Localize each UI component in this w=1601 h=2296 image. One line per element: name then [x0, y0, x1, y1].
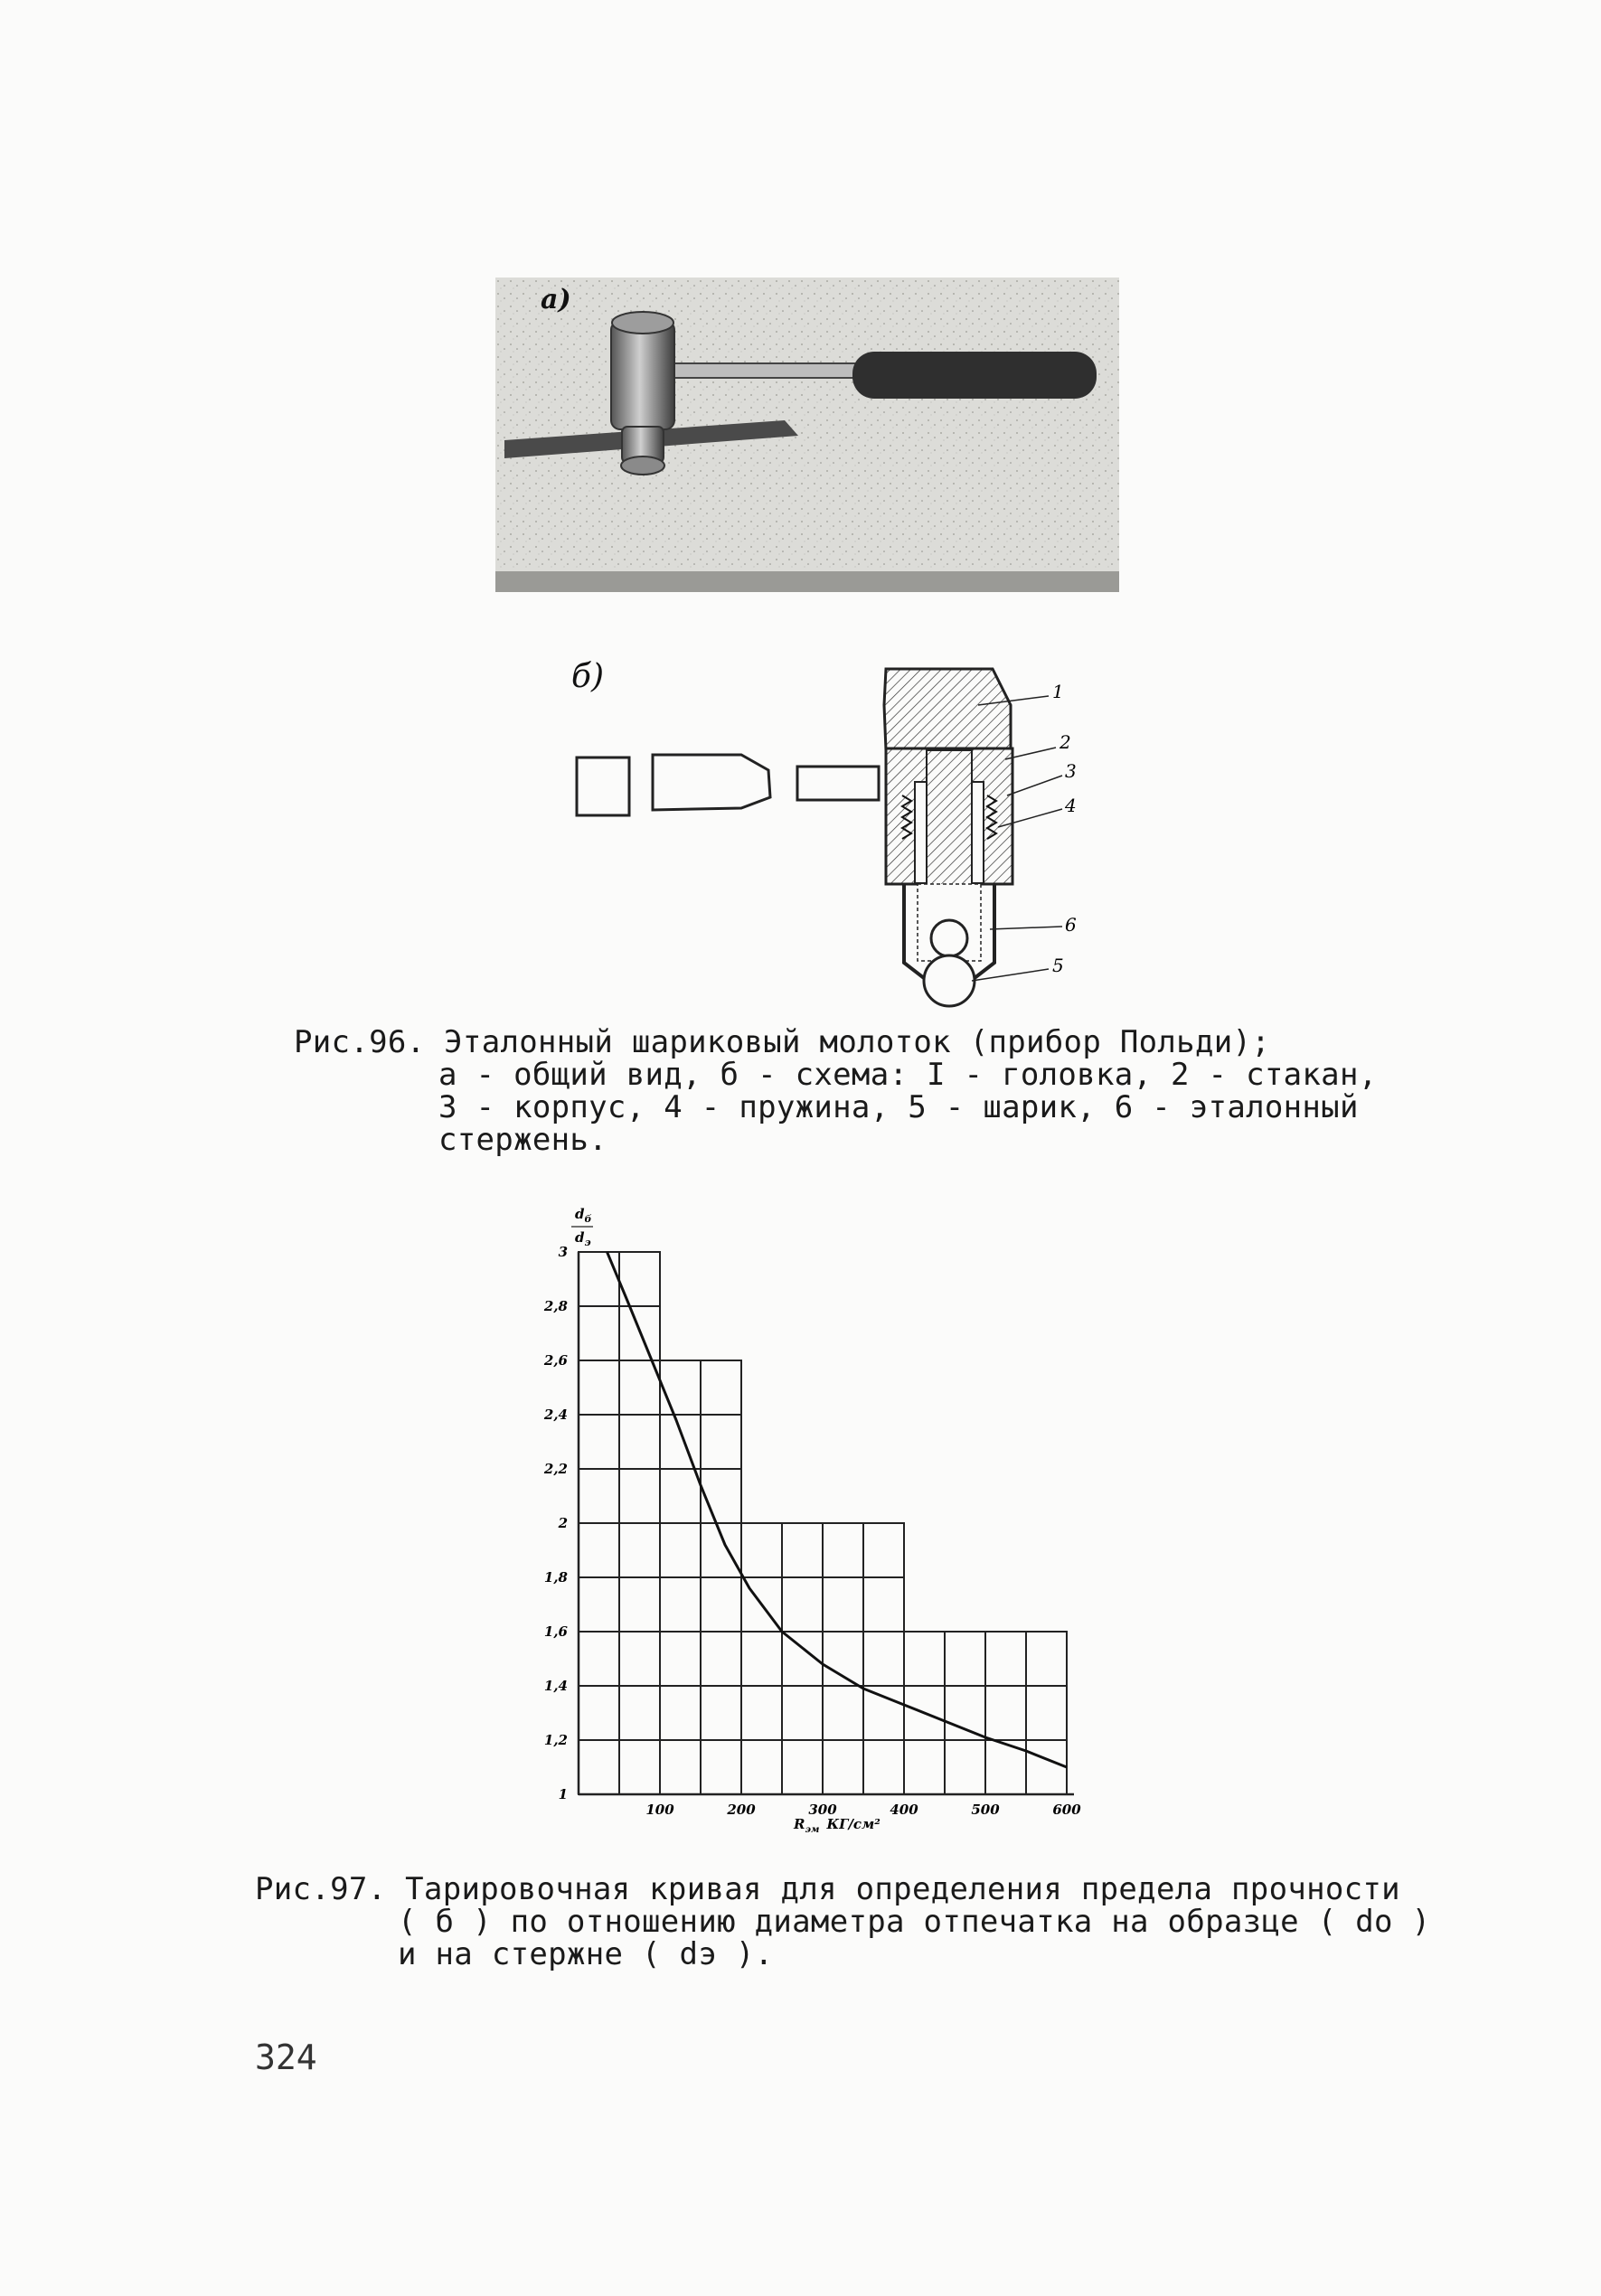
x-tick-label: 300 [808, 1802, 837, 1818]
grid-cell [579, 1740, 619, 1794]
grid-cell [660, 1360, 701, 1415]
grid-cell [579, 1306, 619, 1360]
callout-1: 1 [1052, 681, 1064, 702]
grid-cell [782, 1523, 823, 1577]
y-tick-label: 2 [558, 1515, 568, 1531]
grid-cell [579, 1469, 619, 1523]
grid-cell [863, 1523, 904, 1577]
callout-4: 4 [1065, 795, 1077, 816]
y-axis-label [571, 1206, 593, 1248]
grid-cell [701, 1686, 741, 1740]
y-tick-label: 2,8 [543, 1298, 568, 1314]
grid-cell [1026, 1740, 1067, 1794]
grid-cell [660, 1469, 701, 1523]
grid-cell [823, 1686, 863, 1740]
photo-label: а) [541, 284, 571, 315]
grid-cell [741, 1686, 782, 1740]
figure-96-caption-line-1: Рис.96. Эталонный шариковый молоток (прибор Польди); [294, 1024, 1271, 1060]
hammer-photo [495, 278, 1119, 592]
grid-cell [741, 1523, 782, 1577]
figure-96-caption-line-4: стержень. [438, 1122, 607, 1158]
y-tick-label: 1,6 [543, 1623, 568, 1640]
page-number: 324 [255, 2037, 317, 2077]
grid-cell [579, 1632, 619, 1686]
grid-cell [1026, 1632, 1067, 1686]
y-tick-label: 2,2 [543, 1461, 568, 1477]
grid-cell [701, 1740, 741, 1794]
grid-cell [579, 1252, 619, 1306]
y-tick-label: 2,4 [543, 1407, 568, 1423]
grid-cell [619, 1632, 660, 1686]
x-axis-label: $R_{эм}$ КГ/см² [794, 1816, 881, 1835]
grid-cell [579, 1415, 619, 1469]
grid-cell [863, 1632, 904, 1686]
y-tick-label: 1,4 [543, 1678, 568, 1694]
chart-grid [579, 1252, 1067, 1794]
x-tick-label: 100 [645, 1802, 674, 1818]
grid-cell [619, 1740, 660, 1794]
chart-curve [607, 1252, 1068, 1767]
callout-3: 3 [1065, 760, 1077, 782]
grid-cell [660, 1632, 701, 1686]
grid-cell [660, 1523, 701, 1577]
grid-cell [863, 1740, 904, 1794]
grid-cell [701, 1523, 741, 1577]
grid-cell [701, 1415, 741, 1469]
grid-cell [782, 1577, 823, 1632]
grid-cell [741, 1632, 782, 1686]
figure-97-caption-line-2: ( б ) по отношению диаметра отпечатка на образце ( dо ) [398, 1904, 1431, 1940]
hammer-scheme [560, 651, 1121, 1012]
x-tick-label: 500 [971, 1802, 1000, 1818]
y-tick-label: 2,6 [543, 1352, 568, 1369]
grid-cell [701, 1577, 741, 1632]
callout-2: 2 [1059, 731, 1071, 753]
grid-cell [823, 1577, 863, 1632]
figure-96-caption-line-3: 3 - корпус, 4 - пружина, 5 - шарик, 6 - эталонный [438, 1089, 1359, 1125]
grid-cell [701, 1632, 741, 1686]
calibration-curve-line [607, 1252, 1068, 1767]
grid-cell [863, 1577, 904, 1632]
figure-96-caption-line-2: а - общий вид, б - схема: I - головка, 2 - стакан, [438, 1057, 1378, 1093]
grid-cell [863, 1686, 904, 1740]
figure-97-caption-line-3: и на стержне ( dэ ). [398, 1936, 774, 1972]
calibration-chart [524, 1202, 1103, 1853]
x-tick-label: 200 [727, 1802, 756, 1818]
hammer-scheme-drawing [560, 651, 1121, 1012]
figure-97-caption-line-1: Рис.97. Тарировочная кривая для определения предела прочности [255, 1871, 1400, 1907]
grid-cell [660, 1577, 701, 1632]
grid-cell [985, 1632, 1026, 1686]
grid-cell [945, 1686, 985, 1740]
grid-cell [904, 1740, 945, 1794]
grid-cell [660, 1740, 701, 1794]
callout-5: 5 [1052, 955, 1064, 976]
grid-cell [782, 1686, 823, 1740]
grid-cell [660, 1415, 701, 1469]
svg-text:dб: $d_б$ [575, 1206, 592, 1225]
grid-cell [904, 1632, 945, 1686]
grid-cell [985, 1686, 1026, 1740]
chart-ticks [543, 1244, 1081, 1818]
grid-cell [619, 1577, 660, 1632]
callout-6: 6 [1065, 914, 1077, 936]
grid-cell [619, 1469, 660, 1523]
grid-cell [945, 1632, 985, 1686]
y-tick-label: 1 [558, 1786, 568, 1802]
grid-cell [701, 1360, 741, 1415]
y-tick-label: 3 [558, 1244, 568, 1260]
svg-text:dэ: $d_э$ [575, 1229, 591, 1248]
grid-cell [1026, 1686, 1067, 1740]
y-tick-label: 1,8 [543, 1569, 568, 1586]
grid-cell [619, 1686, 660, 1740]
grid-cell [945, 1740, 985, 1794]
grid-cell [579, 1523, 619, 1577]
hammer-photo-drawing [495, 278, 1119, 592]
grid-cell [619, 1523, 660, 1577]
grid-cell [701, 1469, 741, 1523]
calibration-chart-svg [524, 1202, 1103, 1853]
x-tick-label: 400 [890, 1802, 918, 1818]
grid-cell [823, 1523, 863, 1577]
grid-cell [579, 1577, 619, 1632]
grid-cell [660, 1686, 701, 1740]
x-tick-label: 600 [1052, 1802, 1081, 1818]
grid-cell [579, 1360, 619, 1415]
scheme-label: б) [571, 658, 605, 695]
grid-cell [782, 1740, 823, 1794]
grid-cell [619, 1415, 660, 1469]
grid-cell [741, 1740, 782, 1794]
grid-cell [823, 1740, 863, 1794]
y-tick-label: 1,2 [543, 1732, 568, 1748]
grid-cell [579, 1686, 619, 1740]
